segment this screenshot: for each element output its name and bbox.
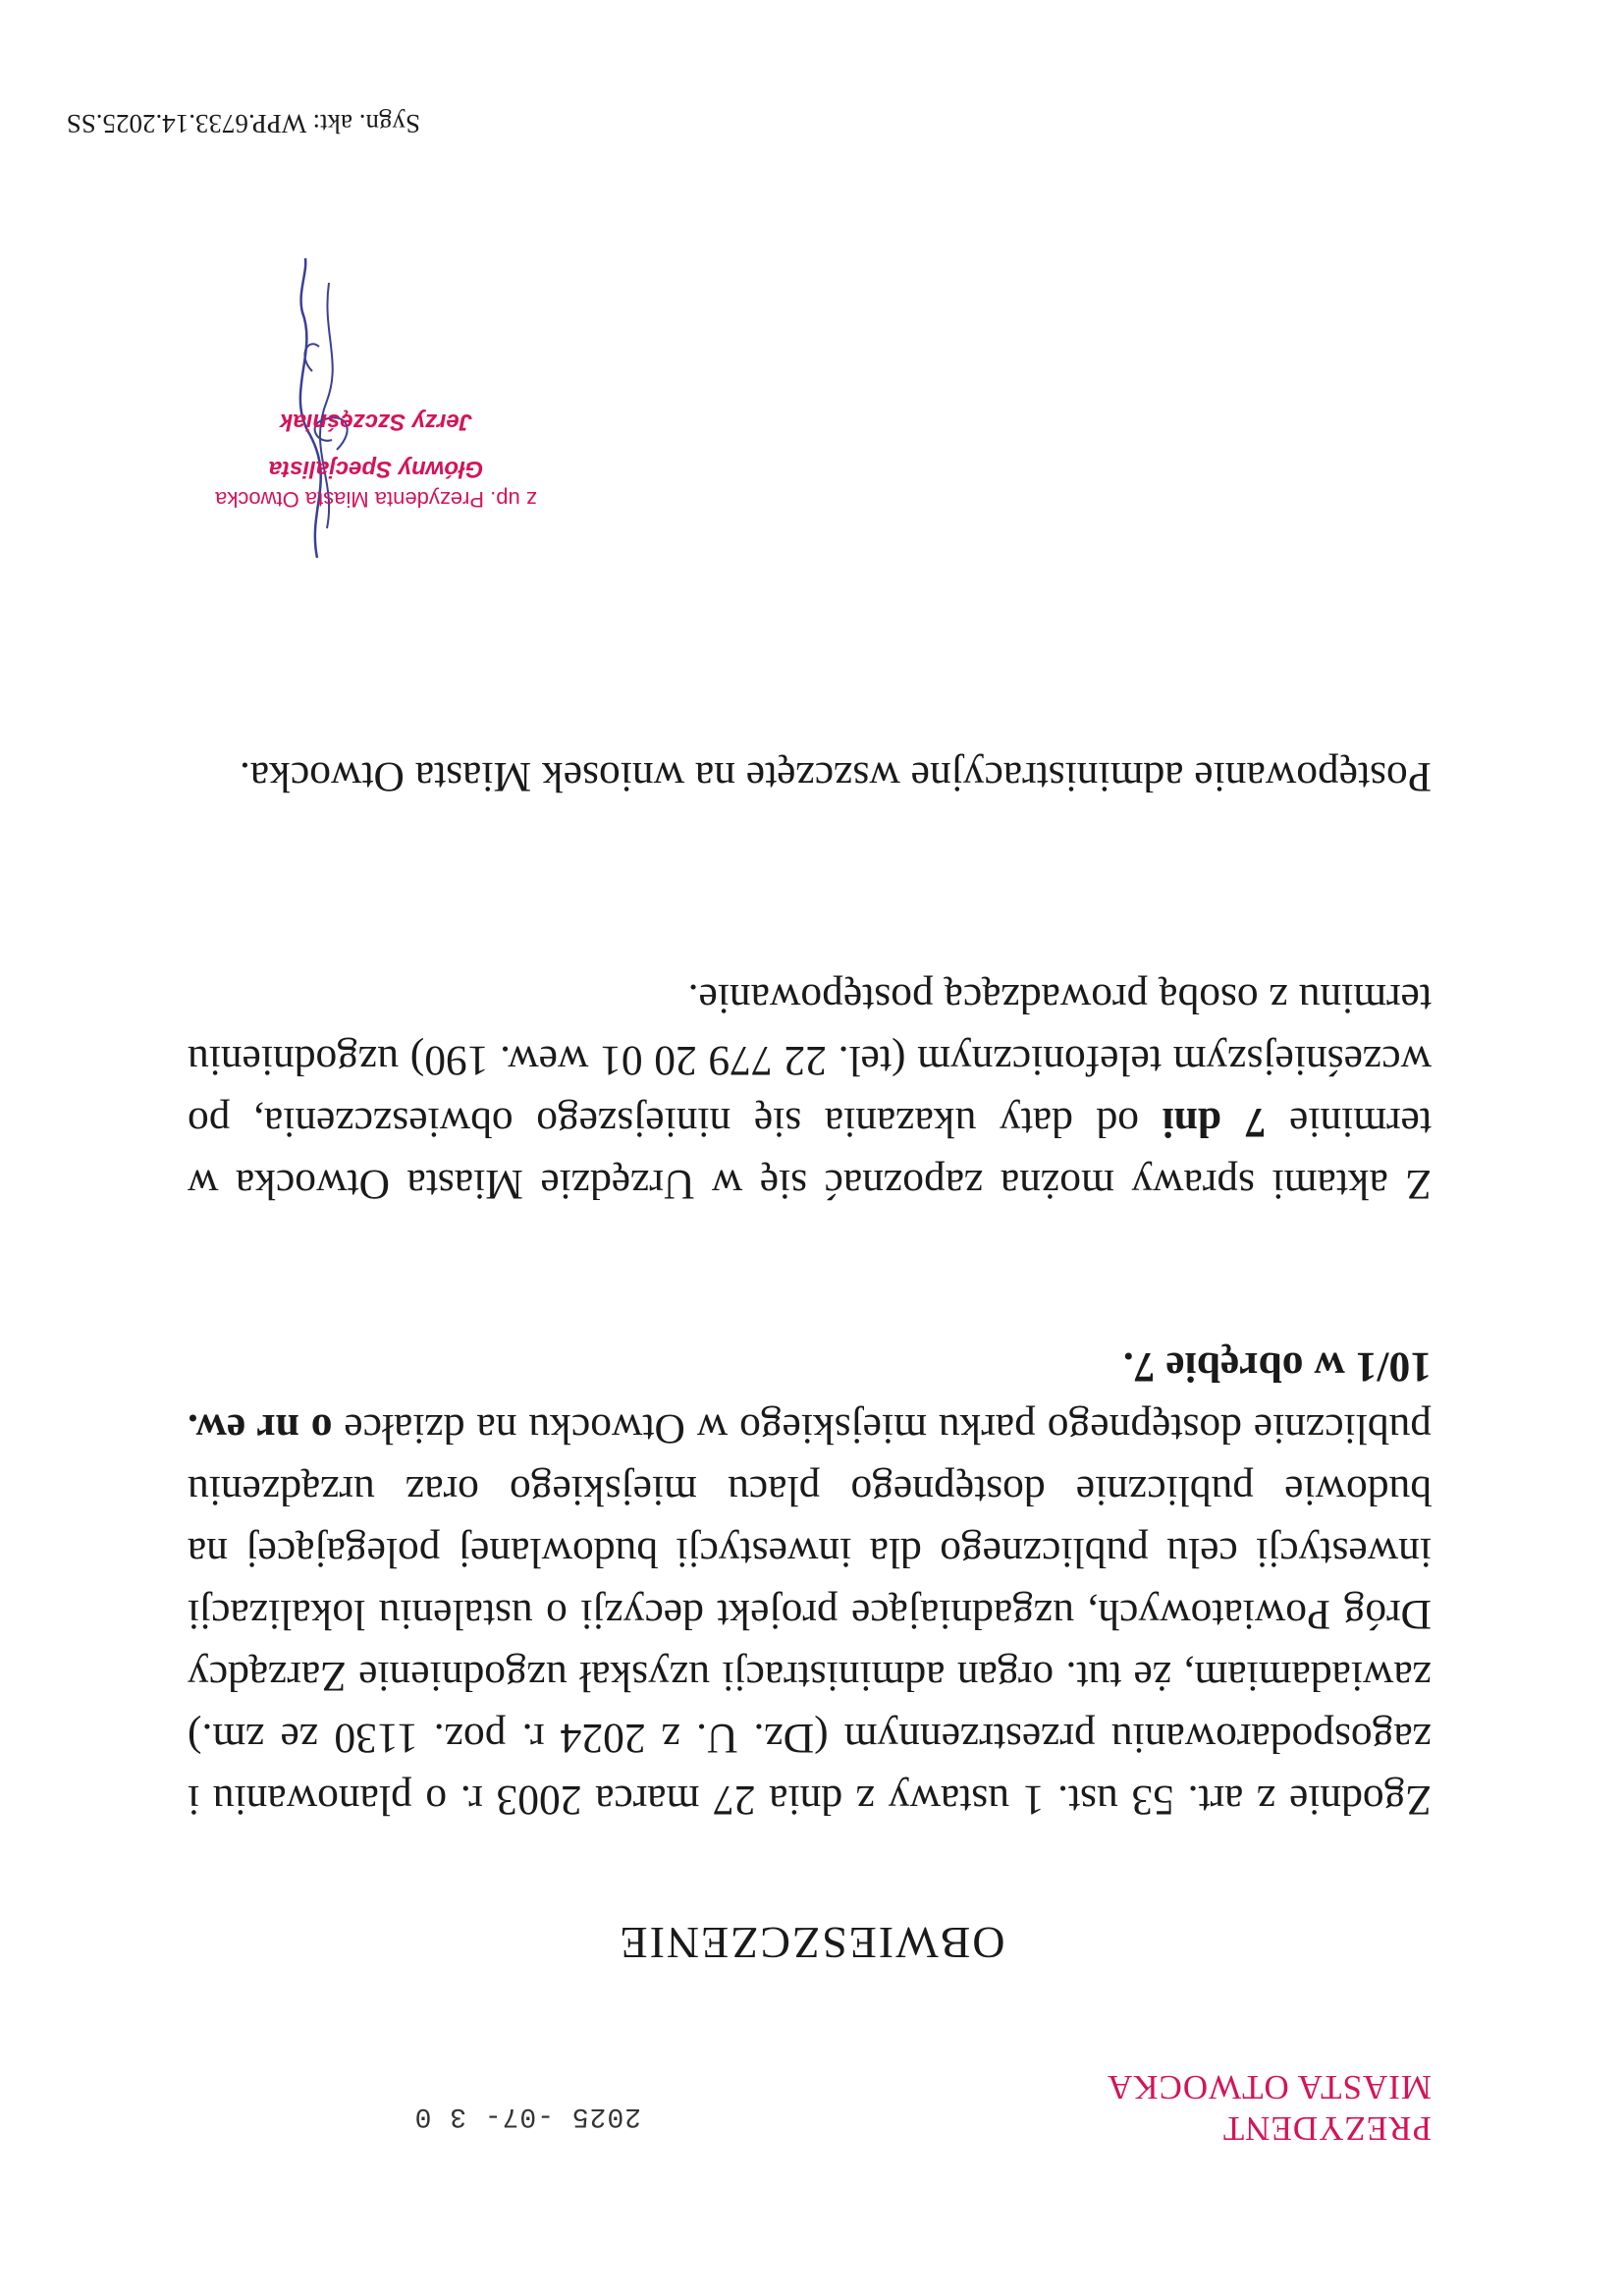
document-title: OBWIESZCZENIE	[618, 1918, 1005, 1968]
signature-stamp	[189, 406, 563, 514]
signatory-name: Jerzy Szczęśniak	[279, 409, 473, 435]
paragraph-2-lead: Z aktami sprawy można zapoznać się w Urzędzie Miasta Otwocka w terminie	[188, 1099, 1432, 1208]
paragraph-1-bold-plot: o nr ew. 10/1 w obrębie 7.	[188, 1343, 1432, 1452]
paragraph-initiation	[188, 745, 1432, 807]
received-date-stamp: 2025 -07- 3 0	[413, 2101, 641, 2131]
paragraph-access-info	[188, 967, 1432, 1215]
stamp-line-1: PREZYDENT	[1221, 2109, 1432, 2148]
paragraph-2-tail: od daty ukazania się niniejszego obwieszczenia, po wcześniejszym telefonicznym (tel. 22 779 20 01 wew. 190) uzgodnieniu terminu z osobą prowadzącą postępowanie.	[188, 975, 1432, 1146]
paragraph-2-deadline: 7 dni	[1162, 1099, 1267, 1146]
signature-authorization: z up. Prezydenta Miasta Otwocka	[215, 487, 537, 512]
paragraph-legal-basis	[188, 1336, 1432, 1831]
paragraph-3-text: Postępowanie administracyjne wszczęte na wniosek Miasta Otwocka.	[239, 753, 1432, 800]
mayor-header-stamp	[1107, 2066, 1432, 2149]
signature-position: Główny Specjalista	[268, 456, 484, 482]
case-file-reference: Sygn. akt: WPP.6733.14.2025.SS	[66, 109, 420, 138]
stamp-line-2: MIASTA OTWOCKA	[1106, 2068, 1432, 2106]
paragraph-1-text: Zgodnie z art. 53 ust. 1 ustawy z dnia 27 marca 2003 r. o planowaniu i zagospodarowaniu przestrzennym (Dz. U. z 2024 r. poz. 1130 ze zm.) zawiadamiam, że tut. organ administracji uzyskał uzgodnienie Zarządcy Dróg Powiatowych, uzgadniające projekt decyzji o ustaleniu lokalizacji inwestycji celu publicznego dla inwestycji budowlanej polegającej na budowie publicznie dostępnego placu miejskiego oraz urządzeniu publicznie dostępnego parku miejskiego w Otwocku na działce	[188, 1405, 1432, 1824]
